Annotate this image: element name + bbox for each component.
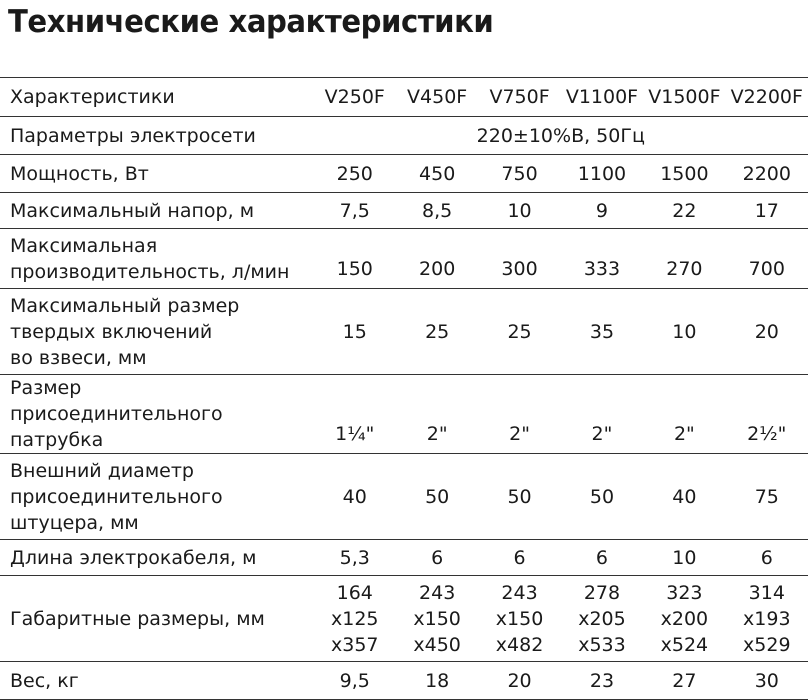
table-cell: 20 (754, 320, 779, 343)
dimension-value: x524 (660, 633, 709, 656)
table-cell: 200 (419, 258, 456, 280)
table-cell: 35 (589, 320, 615, 343)
dimension-value: x450 (413, 633, 461, 656)
table-cell: 40 (672, 485, 697, 508)
table-cell: 1100 (577, 162, 627, 185)
dimension-cell (726, 576, 808, 662)
table-cell: 1¼" (335, 423, 375, 445)
row-label: Параметры электросети (10, 124, 256, 147)
table-cell: 450 (419, 162, 456, 185)
header-v750f: V750F (489, 86, 550, 108)
header-v450f: V450F (407, 86, 468, 108)
table-cell: 6 (431, 546, 444, 569)
table-row (0, 193, 808, 229)
table-cell: 2200 (742, 162, 791, 185)
dimension-value: 164 (336, 581, 373, 604)
dimension-value: x482 (495, 633, 544, 656)
header-v1500f: V1500F (648, 86, 721, 108)
row-dimensions (0, 576, 808, 662)
table-cell: 750 (501, 162, 538, 185)
table-cell: 1500 (660, 162, 709, 185)
header-v1100f: V1100F (565, 86, 639, 108)
dimension-value: x205 (578, 607, 626, 630)
table-row (0, 540, 808, 576)
dimension-value: x150 (495, 607, 544, 630)
table-row (0, 289, 808, 375)
table-cell: 17 (754, 199, 779, 222)
row-label (0, 289, 314, 375)
row-label-line: производительность, л/мин (10, 260, 290, 283)
dimension-value: 243 (419, 581, 456, 604)
table-row (0, 375, 808, 454)
dimension-cell (478, 576, 560, 662)
table-cell: 250 (336, 162, 373, 185)
row-label (0, 375, 314, 454)
table-cell: 25 (425, 320, 450, 343)
table-cell: 2½" (747, 423, 787, 445)
row-label: Габаритные размеры, мм (10, 607, 265, 630)
dimension-value: x529 (743, 633, 791, 656)
row-label-line: Максимальный размер (10, 294, 240, 317)
dimension-value: x533 (578, 633, 626, 656)
table-cell: 25 (507, 320, 532, 343)
table-cell: 8,5 (422, 199, 453, 222)
row-electric-params (0, 117, 808, 155)
dimension-value: 323 (666, 581, 703, 604)
dimension-cell (561, 576, 643, 662)
row-label-line: присоединительного патрубка (10, 403, 223, 451)
row-label: Мощность, Вт (10, 162, 149, 185)
table-cell: 9 (595, 199, 609, 222)
table-cell: 10 (672, 546, 697, 569)
table-cell: 50 (589, 485, 615, 508)
table-cell: 2" (673, 423, 695, 445)
table-cell: 40 (342, 485, 367, 508)
electric-params-value: 220±10%В, 50Гц (476, 124, 645, 147)
table-cell: 50 (425, 485, 450, 508)
row-label: Длина электрокабеля, м (10, 546, 257, 569)
row-label (0, 454, 314, 540)
table-cell: 10 (672, 320, 697, 343)
table-cell: 22 (672, 199, 697, 222)
table-cell: 300 (501, 258, 538, 280)
table-cell: 10 (507, 199, 532, 222)
table-cell: 27 (672, 669, 697, 692)
row-label-line: Максимальная (10, 234, 158, 257)
table-cell: 75 (754, 485, 779, 508)
dimension-value: 243 (501, 581, 538, 604)
dimension-value: x150 (413, 607, 461, 630)
row-label: Вес, кг (10, 669, 79, 692)
dimension-cell (643, 576, 725, 662)
table-header-row (0, 78, 808, 117)
table-cell: 270 (666, 258, 703, 280)
table-cell: 6 (760, 546, 773, 569)
dimension-value: x200 (660, 607, 709, 630)
row-label-line: Внешний диаметр (10, 459, 194, 482)
row-label-line: твердых включений (10, 320, 213, 343)
header-v2200f: V2200F (730, 86, 803, 108)
table-cell: 18 (425, 669, 450, 692)
table-row (0, 229, 808, 289)
row-label-line: штуцера, мм (10, 511, 139, 534)
row-weight (0, 662, 808, 700)
spec-table (0, 77, 808, 700)
table-cell: 150 (336, 258, 373, 280)
dimension-value: 278 (583, 581, 621, 604)
dimension-cell (396, 576, 478, 662)
table-cell: 30 (754, 669, 779, 692)
table-cell: 15 (342, 320, 367, 343)
row-label-line: во взвеси, мм (10, 346, 147, 369)
table-cell: 6 (513, 546, 526, 569)
table-cell: 6 (595, 546, 609, 569)
table-cell: 700 (748, 258, 785, 280)
table-cell: 7,5 (339, 199, 370, 222)
table-cell: 2" (426, 423, 448, 445)
dimension-cell (314, 576, 396, 662)
dimension-value: x357 (330, 633, 379, 656)
table-cell: 20 (507, 669, 532, 692)
row-label: Максимальный напор, м (10, 199, 255, 222)
table-row (0, 155, 808, 193)
dimension-value: 314 (748, 581, 785, 604)
row-label-line: присоединительного (10, 485, 223, 508)
table-row (0, 454, 808, 540)
row-label (0, 229, 314, 289)
dimension-value: x125 (330, 607, 379, 630)
table-cell: 2" (591, 423, 613, 445)
table-cell: 5,3 (339, 546, 370, 569)
table-cell: 333 (583, 258, 621, 280)
table-cell: 50 (507, 485, 532, 508)
dimension-value: x193 (743, 607, 791, 630)
table-cell: 9,5 (339, 669, 370, 692)
page-title: Технические характеристики (8, 4, 494, 40)
table-cell: 23 (589, 669, 615, 692)
table-cell: 2" (509, 423, 530, 445)
header-v250f: V250F (324, 86, 385, 108)
header-characteristics: Характеристики (10, 86, 175, 108)
row-label-line: Размер (10, 377, 82, 399)
